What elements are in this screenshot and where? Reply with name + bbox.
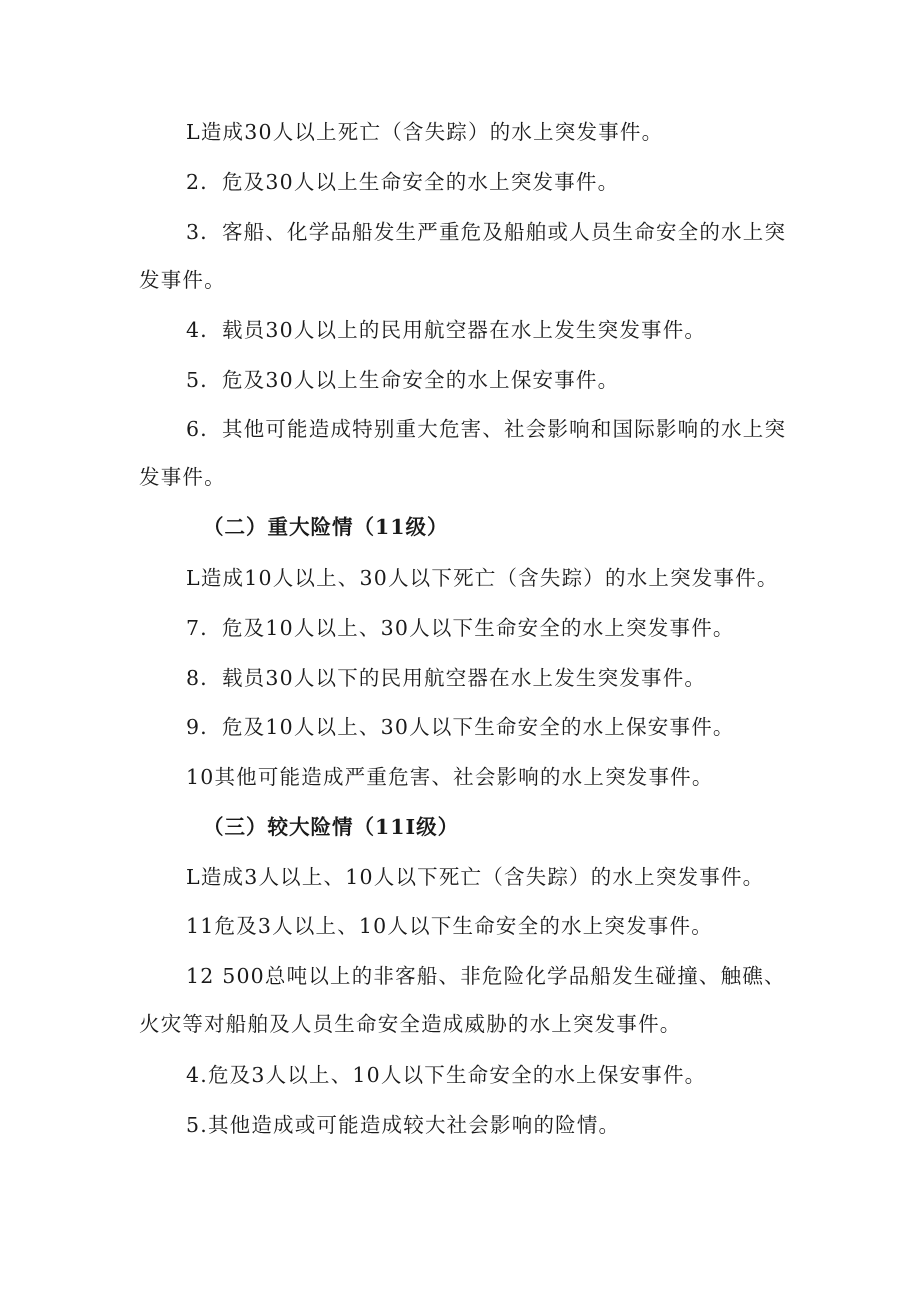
paragraph: 3．客船、化学品船发生严重危及船舶或人员生命安全的水上突发事件。 [139,220,787,292]
paragraph: 5.其他造成或可能造成较大社会影响的险情。 [186,1113,621,1137]
paragraph: 10其他可能造成严重危害、社会影响的水上突发事件。 [186,765,714,789]
section-heading: （三）较大险情（11I级） [203,815,460,839]
paragraph: L造成30人以上死亡（含失踪）的水上突发事件。 [186,120,664,144]
paragraph: 9．危及10人以上、30人以下生命安全的水上保安事件。 [186,715,735,739]
paragraph: 4.危及3人以上、10人以下生命安全的水上保安事件。 [186,1063,707,1087]
paragraph: 2．危及30人以上生命安全的水上突发事件。 [186,170,620,194]
paragraph: 7．危及10人以上、30人以下生命安全的水上突发事件。 [186,616,735,640]
paragraph: 5．危及30人以上生命安全的水上保安事件。 [186,368,620,392]
paragraph: 6．其他可能造成特别重大危害、社会影响和国际影响的水上突发事件。 [139,417,787,489]
paragraph: 4．载员30人以上的民用航空器在水上发生突发事件。 [186,318,707,342]
paragraph: L造成10人以上、30人以下死亡（含失踪）的水上突发事件。 [186,566,779,590]
paragraph: 11危及3人以上、10人以下生命安全的水上突发事件。 [186,914,713,938]
section-heading: （二）重大险情（11级） [203,515,449,539]
paragraph: 8．载员30人以下的民用航空器在水上发生突发事件。 [186,666,707,690]
paragraph: L造成3人以上、10人以下死亡（含失踪）的水上突发事件。 [186,865,765,889]
paragraph: 12 500总吨以上的非客船、非危险化学品船发生碰撞、触礁、火灾等对船舶及人员生命安全造成威胁的水上突发事件。 [139,964,786,1036]
